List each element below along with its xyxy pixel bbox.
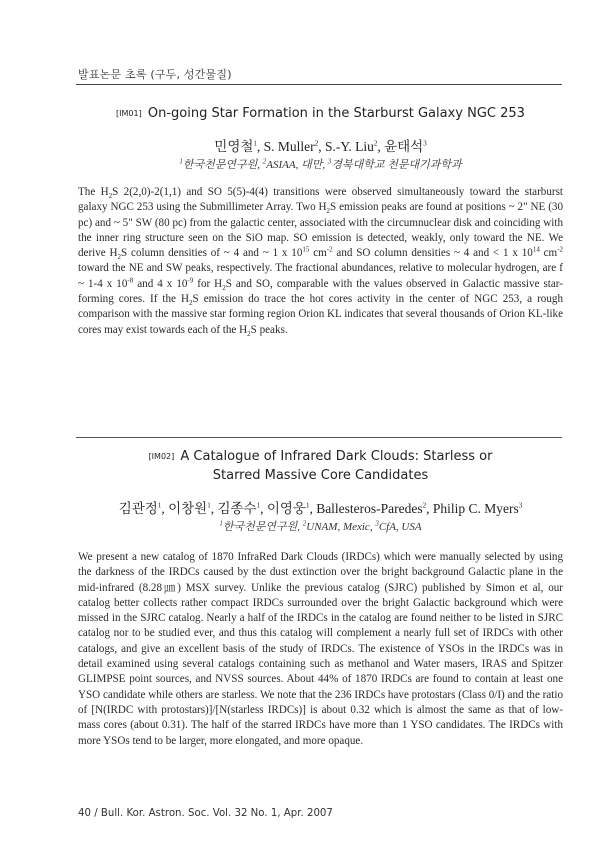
abstract-title bbox=[78, 104, 563, 123]
affiliation: UNAM, Mexic bbox=[306, 521, 370, 533]
author: S. Muller bbox=[263, 139, 315, 154]
author: 김관정 bbox=[118, 501, 158, 516]
author-mark: 2 bbox=[422, 501, 427, 510]
abstract-body: The $H_2S$ 2(2,0)-2(1,1) and SO 5(5)-4(4) transitions were observed simultaneously toward the starburst galaxy NGC 253 using the Submillimeter Array. Two $H_2S$ emission peaks are found at positions ~ 2" NE (30 pc) and ~ 5" SW (80 pc) from the galactic center, associated with the circumnuclear disk and coinciding with the inner ring structure seen on the SiO map. SO emission is detected, weakly, only toward the NE. We derive $H_2S$ column densities of ~ 4 and ~ 1 x $10^{15}$ $cm^{-2}$ and SO column densities ~ 4 and < 1 x $10^{14}$ $cm^{-2}$ toward the NE and SW peaks, respectively. The fractional abundances, relative to molecular hydrogen, are f ~ 1-4 x $10^{-8}$ and 4 x $10^{-9}$ for $H_2S$ and SO, comparable with the values observed in Galactic massive star-forming cores. If the $H_2S$ emission do trace the hot cores activity in the center of NGC 253, a rough comparison with the massive star forming region Orion KL indicates that several thousands of Orion KL-like cores may exist towards each of the $H_2S$ peaks. bbox=[78, 186, 564, 338]
author: 이영웅 bbox=[266, 501, 306, 516]
author: 이창원 bbox=[168, 501, 208, 516]
author-mark: 3 bbox=[423, 139, 427, 148]
abstract-code: [IM02] bbox=[148, 452, 175, 461]
affiliations: $^1$한국천문연구원, $^2$UNAM, Mexic, $^3$CfA, USA bbox=[219, 519, 422, 533]
affiliation: CfA, USA bbox=[378, 521, 422, 533]
header-rule bbox=[76, 84, 562, 85]
author-mark: 1 bbox=[305, 501, 310, 510]
affiliations: $^1$한국천문연구원, $^2$ASIAA, 대만, $^3$경북대학교 천문대기과학과 bbox=[179, 157, 462, 171]
author-mark: 2 bbox=[314, 139, 319, 148]
author: Ballesteros-Paredes bbox=[316, 501, 423, 516]
author-mark: 1 bbox=[157, 501, 162, 510]
author-mark: 1 bbox=[256, 501, 261, 510]
abstract-code: [IM01] bbox=[116, 109, 142, 118]
author: 김종수 bbox=[217, 501, 257, 516]
author-mark: 3 bbox=[518, 501, 523, 510]
affiliation: ASIAA, 대만 bbox=[266, 159, 323, 171]
affiliation: 한국천문연구원 bbox=[222, 521, 298, 533]
abstract-im01 bbox=[78, 104, 563, 338]
affil-mark: 1 bbox=[179, 157, 183, 166]
affil-mark: 3 bbox=[375, 519, 379, 528]
abstract-title bbox=[78, 447, 563, 485]
abstract-body: We present a new catalog of 1870 InfraRed Dark Clouds (IRDCs) which were manually selected by using the darkness of the IRDCs caused by the dust extinction over the bright background Galactic plane in the mid-infrared (8.28㎛) MSX survey. Unlike the previous catalog (SJRC) published by Simon et al, our catalog better collects rather compact IRDCs surrounded over the bright Galactic background which were missed in the SJRC catalog. Nearly a half of the IRDCs in the catalog are found neither to be listed in SJRC catalog nor to be studied ever, and thus this catalog will complement a nearly full set of IRDCs with other catalogs, and give an excellent basis of the study of IRDCs. The existence of YSOs in the IRDCs was in detail examined using several catalogs containing such as methanol and Water masers, IRAS and Spitzer GLIMPSE point sources, and NVSS sources. About 44% of 1870 IRDCs are found to contain at least one YSO candidate while others are starless. We note that the 236 IRDCs have protostars (Class 0/I) and the ratio of [N(IRDC with protostars)]/[N(starless IRDCs)] is about 0.32 which is almost the same as that of low-mass cores (about 0.31). The half of the starred IRDCs have more than 1 YSO candidates. The IRDCs with more YSOs tend to be larger, more elongated, and more opaque. bbox=[78, 551, 563, 747]
section-header: 발표논문 초록 (구두, 성간물질) bbox=[78, 68, 232, 81]
affiliation: 경북대학교 천문대기과학과 bbox=[331, 159, 462, 171]
affil-mark: 2 bbox=[302, 519, 307, 528]
title-text: A Catalogue of Infrared Dark Clouds: Starless or bbox=[180, 449, 493, 464]
title-text: Starred Massive Core Candidates bbox=[212, 468, 429, 483]
affil-mark: 3 bbox=[327, 157, 332, 166]
author: 민영철 bbox=[214, 139, 254, 154]
affil-mark: 2 bbox=[262, 157, 267, 166]
abstract-im02 bbox=[78, 447, 563, 749]
page-footer: 40 / Bull. Kor. Astron. Soc. Vol. 32 No. 1, Apr. 2007 bbox=[78, 808, 333, 819]
author: Philip C. Myers bbox=[432, 501, 519, 516]
affil-mark: 1 bbox=[219, 519, 223, 528]
author-mark: 1 bbox=[207, 501, 211, 510]
author-list: 민영철$^1$, S. Muller$^2$, S.-Y. Liu$^2$, 윤태석$^3$ bbox=[214, 139, 427, 154]
author: S.-Y. Liu bbox=[324, 139, 374, 154]
title-text: On-going Star Formation in the Starburst Galaxy NGC 253 bbox=[147, 106, 525, 121]
author: 윤태석 bbox=[384, 139, 424, 154]
author-mark: 1 bbox=[253, 139, 257, 148]
author-list: 김관정$^1$, 이창원$^1$, 김종수$^1$, 이영웅$^1$, Ballesteros-Paredes$^2$, Philip C. Myers$^3$ bbox=[118, 501, 523, 516]
section-divider bbox=[76, 437, 562, 438]
author-mark: 2 bbox=[373, 139, 378, 148]
affiliation: 한국천문연구원 bbox=[182, 159, 258, 171]
